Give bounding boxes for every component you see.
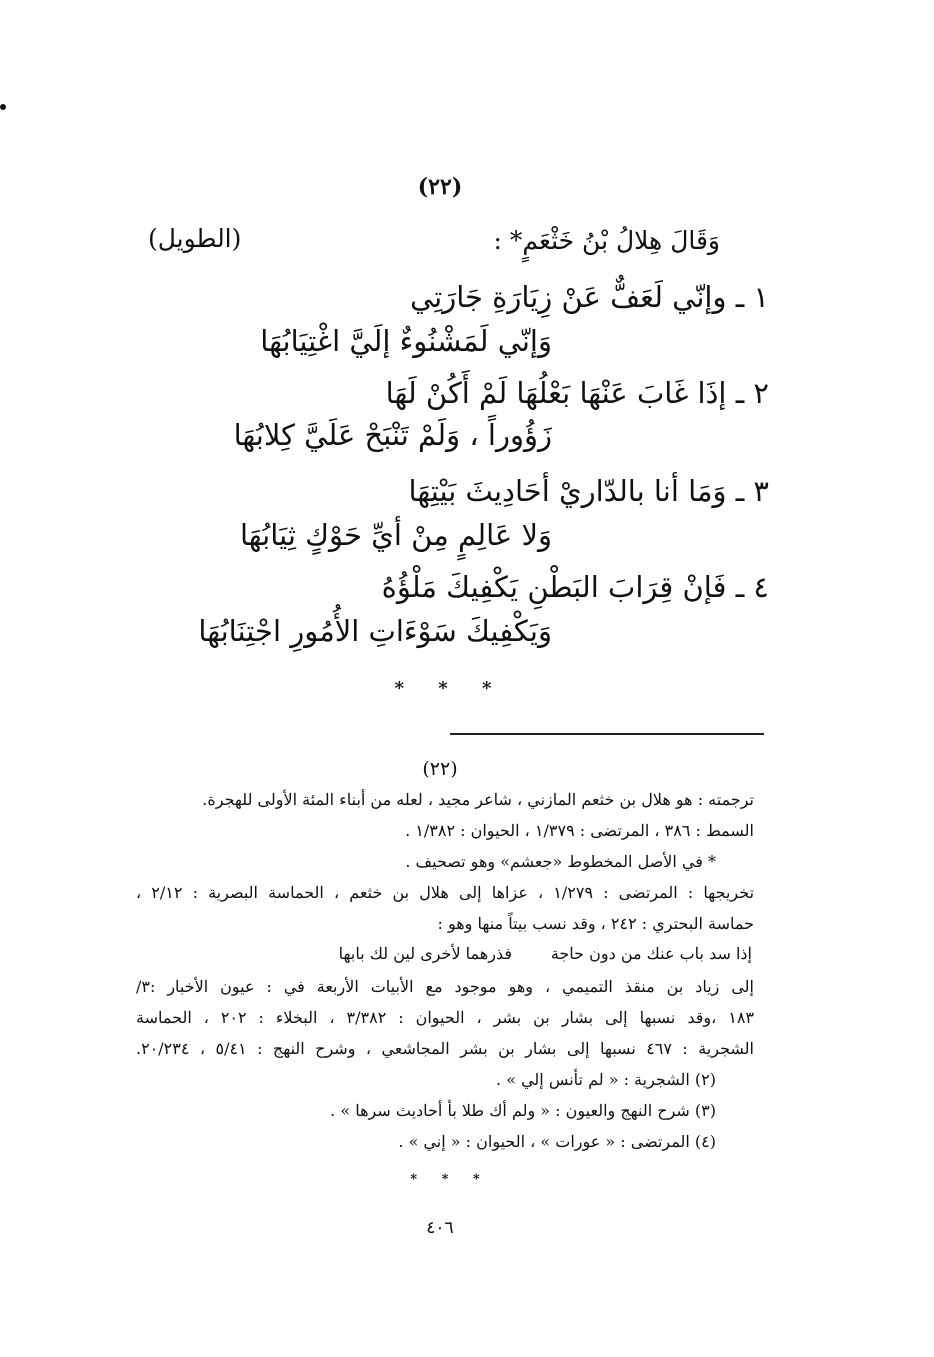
footnote-line: * في الأصل المخطوط «جعشم» وهو تصحيف . [405,852,716,871]
verse-2-first-hemistich: ٢ ـ إذَا غَابَ عَنْهَا بَعْلُهَا لَمْ أَكُنْ لَهَا [385,376,769,410]
scan-margin-dot [0,104,6,110]
footnote-line: حماسة البحتري : ٢٤٢ ، وقد نسب بيتاً منها وهو : [437,914,754,933]
footnote-line: ترجمته : هو هلال بن خثعم المازني ، شاعر مجيد ، لعله من أبناء المئة الأولى للهجرة. [202,790,754,809]
footnote-line: السمط : ٣٨٦ ، المرتضى : ١/٣٧٩ ، الحيوان : ١/٣٨٢ . [405,821,754,840]
poem-meter: (الطويل) [148,224,242,253]
footnote-end-stars: * * * [410,1172,490,1187]
verse-3-first-hemistich: ٣ ـ وَمَا أنا بالدّاريْ أحَادِيثَ بَيْتِهَا [408,474,769,508]
verse-4-second-hemistich: وَيَكْفِيكَ سَوْءَاتِ الأُمُورِ اجْتِنَابُهَا [198,614,552,648]
poem-end-stars: * * * [394,678,506,699]
footnote-variant: (٣) شرح النهج والعيون : « ولم أك طلا بأ أحاديث سرها » . [330,1101,716,1120]
quoted-verse-second: فذرهما لأخرى لين لك بابها [338,944,512,963]
verse-3-second-hemistich: وَلا عَالِمٍ مِنْ أيِّ حَوْكٍ ثِيَابُهَا [239,518,552,552]
footnote-separator [450,733,764,735]
poem-number: (٢٢) [417,174,463,200]
footnote-number: (٢٢) [422,758,458,780]
footnote-line: إلى زياد بن منقذ التميمي ، وهو موجود مع الأبيات الأربعة في : عيون الأخبار :٣/ [136,977,755,996]
verse-1-first-hemistich: ١ ـ وإنّي لَعَفٌّ عَنْ زِيَارَةِ جَارَتِي [409,280,769,314]
footnote-variant: (٤) المرتضى : « عورات » ، الحيوان : « إني » . [398,1132,716,1151]
verse-4-first-hemistich: ٤ ـ فَإنْ قِرَابَ البَطْنِ يَكْفِيكَ مَلْؤُهُ [381,570,769,604]
page-number: ٤٠٦ [426,1218,454,1238]
verse-1-second-hemistich: وَإنّي لَمَشْنُوءٌ إلَيَّ اغْتِيَابُهَا [260,324,552,358]
verse-2-second-hemistich: زَؤُوراً ، وَلَمْ تَنْبَحْ عَلَيَّ كِلابُهَا [233,418,552,452]
footnote-line: الشجرية : ٤٦٧ نسبها إلى بشار بن بشر المجاشعي ، وشرح النهج : ٥/٤١ ، ٢٠/٢٣٤. [136,1039,755,1058]
poem-intro: وَقَالَ هِلالُ بْنُ خَثْعَمٍ* : [493,226,720,255]
footnote-line: ١٨٣ ،وقد نسبها إلى بشار بن بشر ، الحيوان : ٣/٣٨٢ ، البخلاء : ٢٠٢ ، الحماسة [136,1008,755,1027]
quoted-verse-first: إذا سد باب عنك من دون حاجة [550,944,752,963]
footnote-line: تخريجها : المرتضى : ١/٢٧٩ ، عزاها إلى هلال بن خثعم ، الحماسة البصرية : ٢/١٢ ، [136,883,755,902]
footnote-variant: (٢) الشجرية : « لم تأنس إلي » . [496,1070,716,1089]
